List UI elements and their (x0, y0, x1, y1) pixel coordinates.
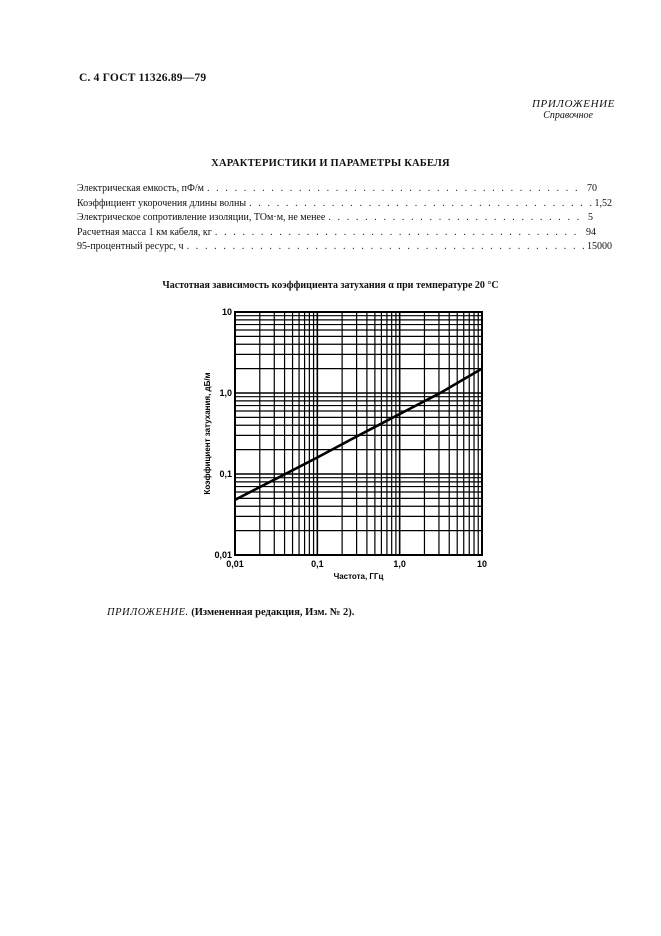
x-tick-label: 0,01 (226, 559, 244, 569)
footnote (107, 607, 354, 618)
section-title: ХАРАКТЕРИСТИКИ И ПАРАМЕТРЫ КАБЕЛЯ (211, 158, 450, 169)
y-tick-label: 0,01 (214, 550, 232, 560)
appendix-heading (532, 99, 615, 121)
parameter-label: Расчетная масса 1 км кабеля, кг (77, 226, 212, 238)
y-tick-labels (214, 307, 232, 560)
appendix-title: ПРИЛОЖЕНИЕ (532, 98, 615, 110)
x-tick-labels (226, 559, 487, 569)
parameter-value: 1,52 (594, 197, 612, 209)
parameter-label: Электрическая емкость, пФ/м (77, 183, 204, 194)
x-tick-label: 1,0 (393, 559, 406, 569)
series-layer (235, 369, 482, 500)
parameter-value: 70 (587, 183, 597, 194)
leader-dots (187, 240, 584, 255)
plot-frame (235, 312, 482, 555)
appendix-subtitle: Справочное (543, 110, 593, 121)
x-tick-label: 0,1 (311, 559, 324, 569)
parameter-row (77, 226, 612, 241)
leader-dots (207, 182, 584, 197)
parameter-row (77, 240, 612, 255)
footnote-appendix: ПРИЛОЖЕНИЕ. (107, 607, 189, 618)
page-header: С. 4 ГОСТ 11326.89—79 (79, 72, 207, 84)
x-axis-label: Частота, ГГц (333, 572, 384, 581)
parameter-value: 15000 (587, 241, 612, 252)
parameter-label: Электрическое сопротивление изоляции, ТОм·м, не менее (77, 212, 326, 223)
grid-minor (235, 312, 482, 555)
leader-dots (249, 197, 591, 212)
leader-dots (328, 211, 585, 226)
chart-title: Частотная зависимость коэффициента затухания α при температуре 20 °С (162, 280, 499, 291)
parameter-row (77, 197, 612, 212)
parameter-value: 94 (586, 226, 596, 238)
y-tick-label: 0,1 (219, 469, 232, 479)
grid-major (235, 312, 482, 555)
parameter-row (77, 211, 612, 226)
y-axis-label: Коэффициент затухания, дБ/м (203, 372, 212, 495)
leader-dots (215, 226, 583, 241)
x-tick-label: 10 (476, 559, 488, 569)
y-tick-label: 10 (221, 307, 232, 317)
y-tick-label: 1,0 (219, 388, 232, 398)
parameter-label: Коэффициент укорочения длины волны (77, 197, 247, 209)
parameter-value: 5 (588, 212, 593, 223)
parameter-label: 95-процентный ресурс, ч (77, 241, 184, 252)
attenuation-chart (190, 298, 500, 588)
footnote-revision: (Измененная редакция, Изм. № 2). (191, 607, 355, 618)
attenuation-series-line (235, 369, 482, 500)
parameter-row (77, 182, 612, 197)
parameters-list (77, 182, 612, 255)
